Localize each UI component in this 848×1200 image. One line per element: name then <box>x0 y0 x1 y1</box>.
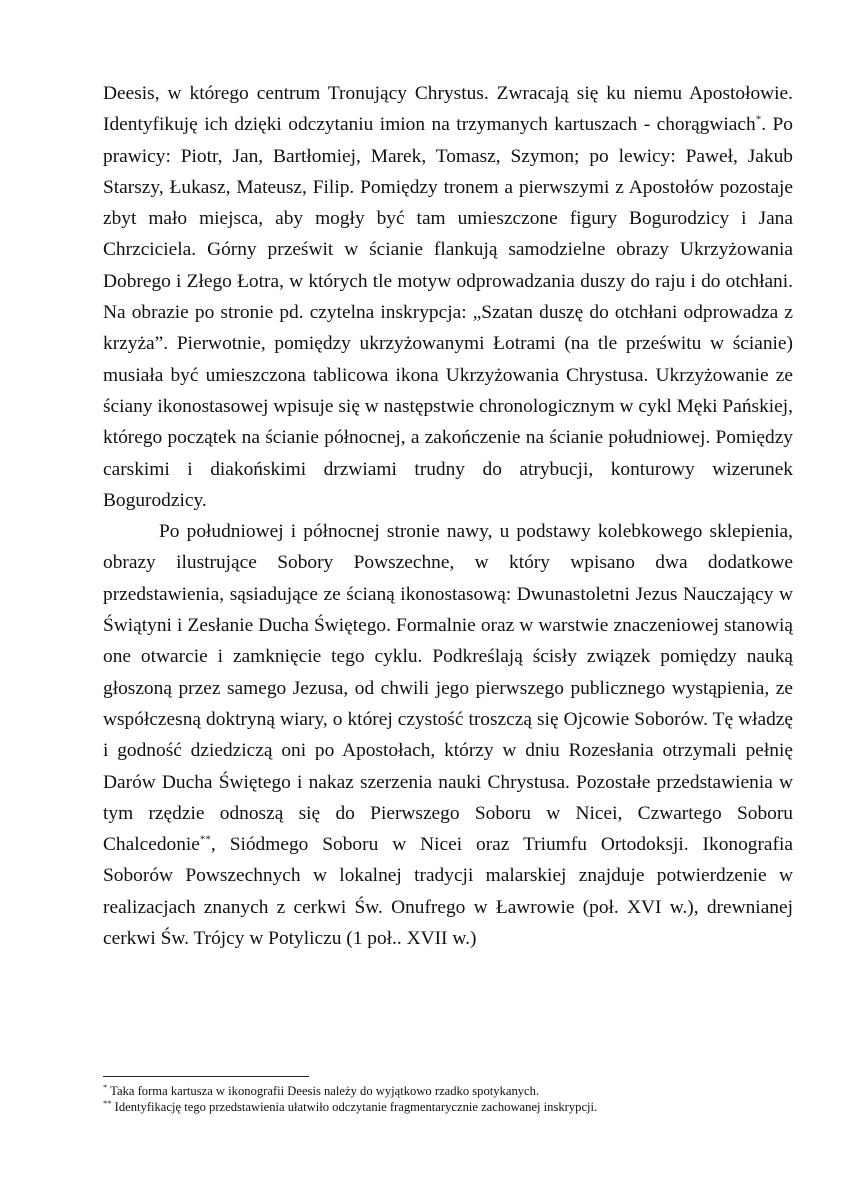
paragraph-text: . Po prawicy: Piotr, Jan, Bartłomiej, Marek, Tomasz, Szymon; po lewicy: Paweł, Jakub Starszy, Łukasz, Mateusz, Filip. Pomiędzy tronem a pierwszymi z Apostołów pozostaje zbyt mało miejsca, aby mogły być tam umieszczone figury Bogurodzicy i Jana Chrzciciela. Górny prześwit w ścianie flankują samodzielne obrazy Ukrzyżowania Dobrego i Złego Łotra, w których tle motyw odprowadzania duszy do raju i do otchłani. Na obrazie po stronie pd. czytelna inskrypcja: „Szatan duszę do otchłani odprowadza z krzyża”. Pierwotnie, pomiędzy ukrzyżowanymi Łotrami (na tle prześwitu w ścianie) musiała być umieszczona tablicowa ikona Ukrzyżowania Chrystusa. Ukrzyżowanie ze ściany ikonostasowej wpisuje się w następstwie chronologicznym w cykl Męki Pańskiej, którego początek na ścianie północnej, a zakończenie na ścianie południowej. Pomiędzy carskimi i diakońskimi drzwiami trudny do atrybucji, konturowy wizerunek Bogurodzicy. <box>103 114 793 511</box>
paragraph-text: Deesis, w którego centrum Tronujący Chrystus. Zwracają się ku niemu Apostołowie. Identyfikuję ich dzięki odczytaniu imion na trzymanych kartuszach - chorągwiach <box>103 83 793 136</box>
footnote-reference-1: * <box>755 113 762 126</box>
footnote-mark: * <box>103 1081 108 1092</box>
footnotes <box>103 1081 793 1115</box>
footnote-reference-2: ** <box>199 833 211 846</box>
footnote-2 <box>103 1097 793 1116</box>
paragraph-councils <box>103 516 793 954</box>
paragraph-deesis <box>103 78 793 516</box>
footnote-separator <box>103 1076 309 1077</box>
footnote-text: Identyfikację tego przedstawienia ułatwiło odczytanie fragmentarycznie zachowanej inskrypcji. <box>111 1099 598 1114</box>
paragraph-text: Po południowej i północnej stronie nawy, u podstawy kolebkowego sklepienia, obrazy ilustrujące Sobory Powszechne, w który wpisano dwa dodatkowe przedstawienia, sąsiadujące ze ścianą ikonostasową: Dwunastoletni Jezus Nauczający w Świątyni i Zesłanie Ducha Świętego. Formalnie oraz w warstwie znaczeniowej stanowią one otwarcie i zamknięcie tego cyklu. Podkreślają ścisły związek pomiędzy nauką głoszoną przez samego Jezusa, od chwili jego pierwszego publicznego wystąpienia, ze współczesną doktryną wiary, o której czystość troszczą się Ojcowie Soborów. Tę władzę i godność dziedziczą oni po Apostołach, którzy w dniu Rozesłania otrzymali pełnię Darów Ducha Świętego i nakaz szerzenia nauki Chrystusa. Pozostałe przedstawienia w tym rzędzie odnoszą się do Pierwszego Soboru w Nicei, Czwartego Soboru Chalcedonie <box>103 521 793 856</box>
footnote-1 <box>103 1081 793 1100</box>
footnote-text: Taka forma kartusza w ikonografii Deesis należy do wyjątkowo rzadko spotykanych. <box>107 1084 540 1098</box>
footnote-mark: ** <box>103 1097 112 1108</box>
paragraph-text: , Siódmego Soboru w Nicei oraz Triumfu Ortodoksji. Ikonografia Soborów Powszechnych w lokalnej tradycji malarskiej znajduje potwierdzenie w realizacjach znanych z cerkwi Św. Onufrego w Ławrowie (poł. XVI w.), drewnianej cerkwi Św. Trójcy w Potyliczu (1 poł.. XVII w.) <box>103 834 793 950</box>
body-text <box>103 78 793 954</box>
